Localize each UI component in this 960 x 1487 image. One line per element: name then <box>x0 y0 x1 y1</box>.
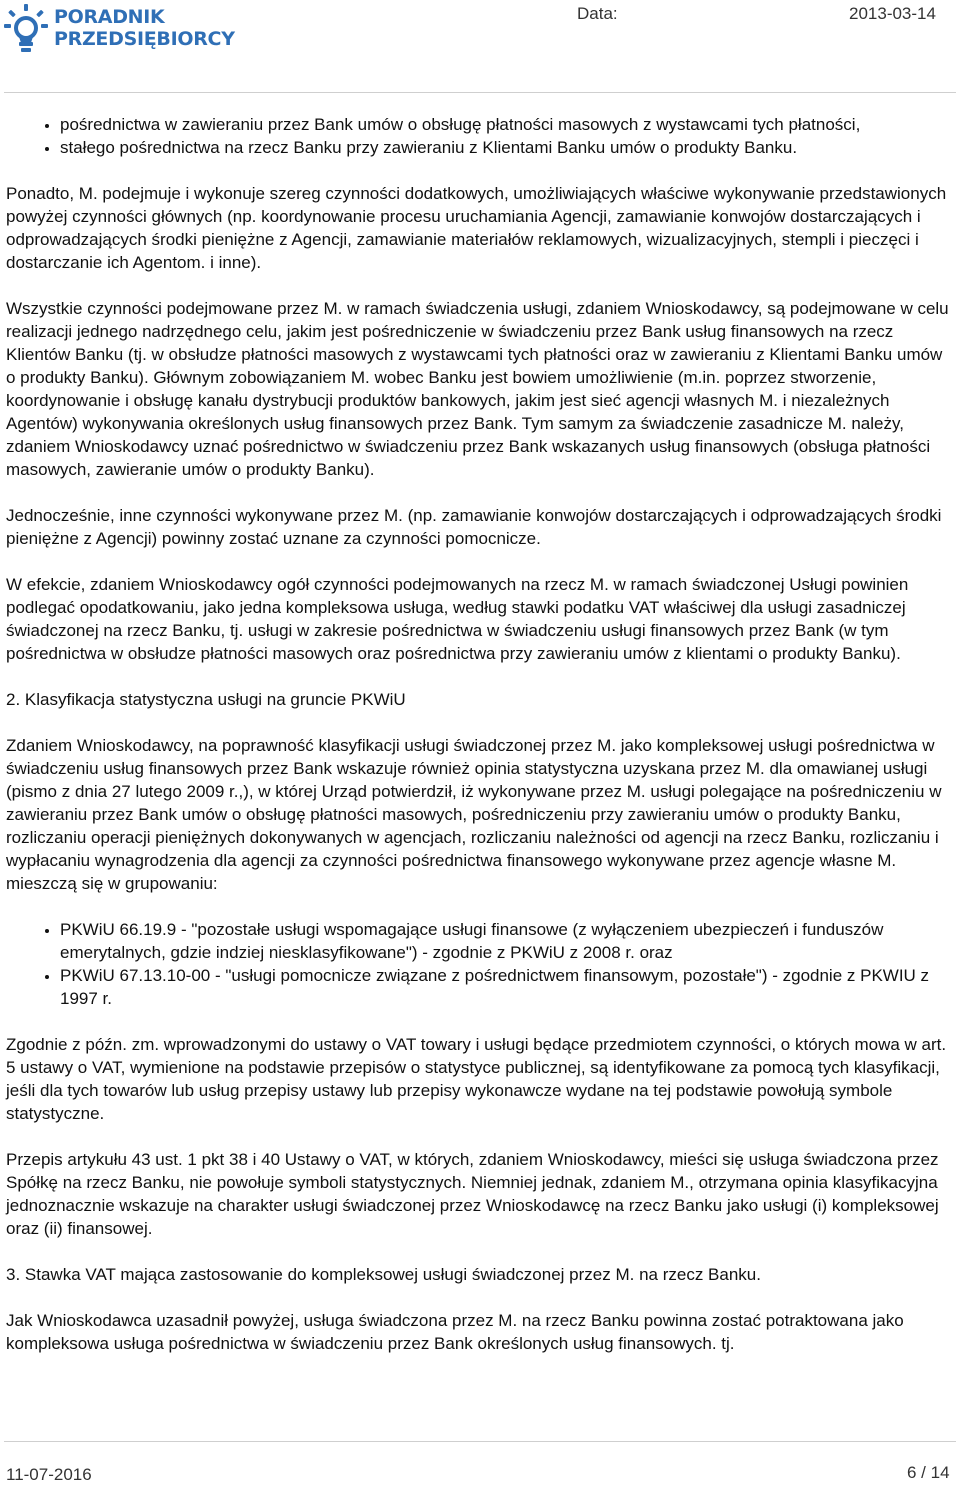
lightbulb-icon <box>4 4 48 54</box>
paragraph: Przepis artykułu 43 ust. 1 pkt 38 i 40 Ustawy o VAT, w których, zdaniem Wnioskodawcy, mieści się usługa świadczona przez Spółkę na rzecz Banku, nie powołuje symboli statystycznych. Niemniej jednak, zdaniem M., otrzymana opinia klasyfikacyjna jednoznacznie wskazuje na charakter usługi świadczonej przez Wnioskodawcę na rzecz Banku jako usługi (i) kompleksowej oraz (ii) finansowej. <box>6 1150 939 1238</box>
date-label: Data: <box>577 4 618 23</box>
page-header <box>0 0 960 64</box>
section-heading: 3. Stawka VAT mająca zastosowanie do kompleksowej usługi świadczonej przez M. na rzecz Banku. <box>6 1265 761 1284</box>
article-content <box>6 113 952 1378</box>
paragraph: Ponadto, M. podejmuje i wykonuje szereg czynności dodatkowych, umożliwiających właściwe wykonywanie przedstawionych powyżej czynności głównych (np. koordynowanie procesu uruchamiania Agencji, zamawianie konwojów dostarczających i odprowadzających środki pieniężne z Agencji, zamawianie materiałów reklamowych, wizualizacyjnych, stempli i pieczęci i dostarczanie ich Agentom. i inne). <box>6 184 947 272</box>
page-number: 6 / 14 <box>907 1463 950 1482</box>
section-heading: 2. Klasyfikacja statystyczna usługi na gruncie PKWiU <box>6 690 406 709</box>
list-item: • pośrednictwa w zawieraniu przez Bank umów o obsługę płatności masowych z wystawcami tych płatności, <box>60 113 952 136</box>
footer-date: 11-07-2016 <box>6 1465 92 1484</box>
logo-line-2: PRZEDSIĘBIORCY <box>54 28 235 50</box>
logo-text <box>54 6 235 50</box>
header-divider <box>4 92 956 93</box>
list-item: • PKWiU 66.19.9 - "pozostałe usługi wspomagające usługi finansowe (z wyłączeniem ubezpieczeń i funduszów emerytalnych, gdzie indziej niesklasyfikowane") - zgodnie z PKWiU z 2008 r. oraz <box>60 918 952 964</box>
logo-line-1: PORADNIK <box>54 6 165 28</box>
paragraph: W efekcie, zdaniem Wnioskodawcy ogół czynności podejmowanych na rzecz M. w ramach świadczonej Usługi powinien podlegać opodatkowaniu, jako jedna kompleksowa usługa, według stawki podatku VAT właściwej dla usługi zasadniczej świadczonej na rzecz Banku, tj. usługi w zakresie pośrednictwa w świadczeniu usługi finansowych przez Bank (w tym pośrednictwa w obsłudze płatności masowych oraz pośrednictwa przy zawieraniu umów z klientami o produkty Banku). <box>6 575 909 663</box>
date-value: 2013-03-14 <box>849 4 936 23</box>
paragraph: Zdaniem Wnioskodawcy, na poprawność klasyfikacji usługi świadczonej przez M. jako kompleksowej usługi pośrednictwa w świadczeniu usług finansowych przez Bank wskazuje również opinia statystyczna uzyskana przez M. dla omawianej usługi (pismo z dnia 27 lutego 2009 r.,), w której Urząd potwierdził, iż wykonywane przez M. usługi polegające na pośredniczeniu w zawieraniu przez Bank umów o obsługę płatności masowych, pośredniczeniu przy zawieraniu umów o produkty Banku, rozliczaniu operacji pieniężnych dokonywanych w agencjach, rozliczaniu należności od agencji na rzecz Banku, rozliczaniu i wypłacaniu wynagrodzenia dla agencji za czynności pośrednictwa finansowego wykonywane przez agencje własne M. mieszczą się w grupowaniu: <box>6 736 942 893</box>
list-item: • stałego pośrednictwa na rzecz Banku przy zawieraniu z Klientami Banku umów o produkty Banku. <box>60 136 952 159</box>
paragraph: Wszystkie czynności podejmowane przez M. w ramach świadczenia usługi, zdaniem Wnioskodawcy, są podejmowane w celu realizacji jednego nadrzędnego celu, jakim jest pośredniczenie w świadczeniu przez Bank usług finansowych na rzecz Klientów Banku (tj. w obsłudze płatności masowych z wystawcami tych płatności oraz w zawieraniu z Klientami Banku umów o produkty Banku). Głównym zobowiązaniem M. wobec Banku jest bowiem umożliwienie (m.in. poprzez stworzenie, koordynowanie i obsługę kanału dystrybucji produktów bankowych, jakim jest sieć agencji własnych M. i niezależnych Agentów) wykonywania określonych usług finansowych przez Bank. Tym samym za świadczenie zasadnicze M. należy, zdaniem Wnioskodawcy uznać pośrednictwo w świadczeniu przez Bank wskazanych usług finansowych (obsługa płatności masowych, zawieranie umów o produkty Banku). <box>6 299 949 479</box>
paragraph: Jak Wnioskodawca uzasadnił powyżej, usługa świadczona przez M. na rzecz Banku powinna zostać potraktowana jako kompleksowa usługa pośrednictwa w świadczeniu przez Bank określonych usług finansowych. tj. <box>6 1311 904 1353</box>
footer-divider <box>4 1441 956 1442</box>
list-item: • PKWiU 67.13.10-00 - "usługi pomocnicze związane z pośrednictwem finansowym, pozostałe") - zgodnie z PKWIU z 1997 r. <box>60 964 952 1010</box>
paragraph: Jednocześnie, inne czynności wykonywane przez M. (np. zamawianie konwojów dostarczających i odprowadzających środki pieniężne z Agencji) powinny zostać uznane za czynności pomocnicze. <box>6 506 942 548</box>
paragraph: Zgodnie z późn. zm. wprowadzonymi do ustawy o VAT towary i usługi będące przedmiotem czynności, o których mowa w art. 5 ustawy o VAT, wymienione na podstawie przepisów o statystyce publicznej, są identyfikowane za pomocą tych klasyfikacji, jeśli dla tych towarów lub usług przepisy ustawy lub przepisy wykonawcze wydane na tej podstawie powołują symbole statystyczne. <box>6 1035 947 1123</box>
logo <box>4 2 234 54</box>
bullet-list-1 <box>6 113 952 159</box>
bullet-list-2 <box>6 918 952 1010</box>
